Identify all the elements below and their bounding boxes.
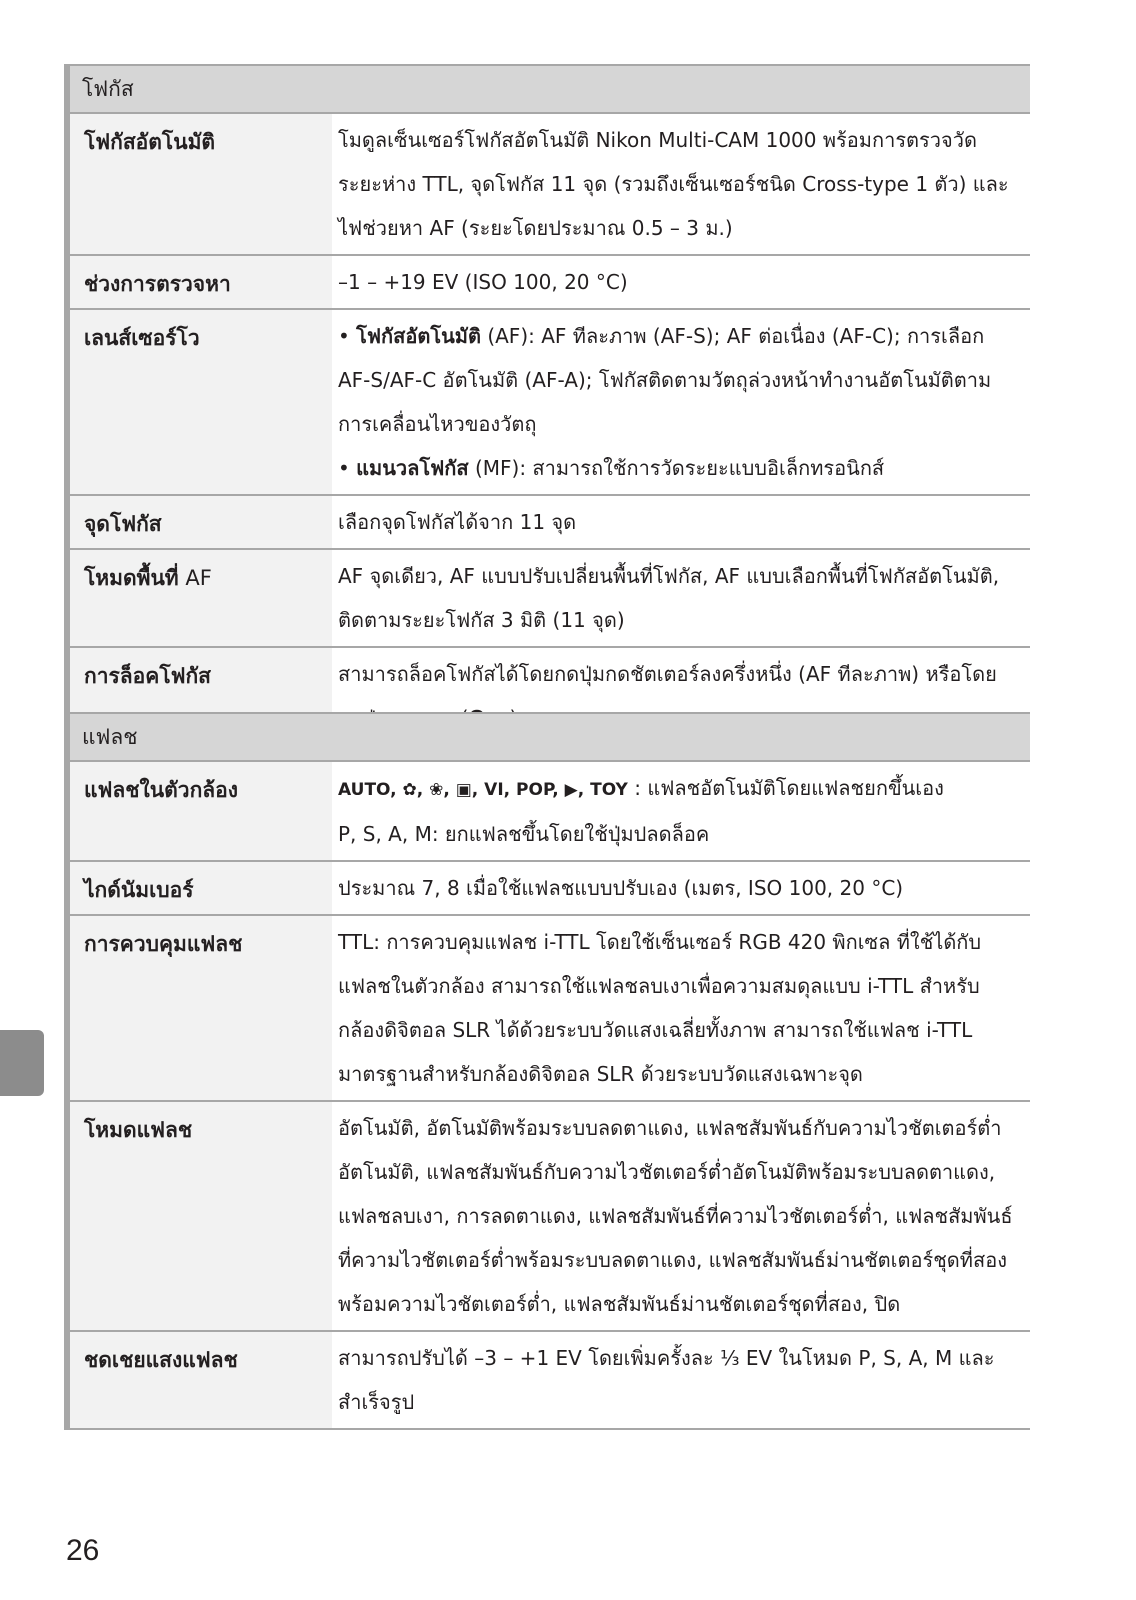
page-number: 26 [66,1534,100,1567]
spec-value: AF จุดเดียว, AF แบบปรับเปลี่ยนพื้นที่โฟกัส, AF แบบเลือกพื้นที่โฟกัสอัตโนมัติ, ติดตามระยะโฟกัส 3 มิติ (11 จุด) [338,564,1000,632]
bullet-text: (AF): AF ทีละภาพ (AF-S); AF ต่อเนื่อง (AF-C); การเลือก AF-S/AF-C อัตโนมัติ (AF-A); โฟกัสติดตามวัตถุล่วงหน้าทำงานอัตโนมัติตามการเคลื่อนไหวของวัตถุ [338,324,992,436]
flash-manual-text: P, S, A, M: ยกแฟลชขึ้นโดยใช้ปุ่มปลดล็อค [338,822,710,846]
spec-value: สามารถปรับได้ –3 – +1 EV โดยเพิ่มครั้งละ ¹⁄₃ EV ในโหมด P, S, A, M และสำเร็จรูป [338,1346,995,1414]
flash-section-title: แฟลช [70,712,1030,760]
spec-label: จุดโฟกัส [70,496,332,548]
label-bold: โหมดพื้นที่ [84,566,179,590]
chapter-tab [0,1030,44,1096]
spec-value: TTL: การควบคุมแฟลช i-TTL โดยใช้เซ็นเซอร์ RGB 420 พิกเซล ที่ใช้ได้กับแฟลชในตัวกล้อง สามารถใช้แฟลชลบเงาเพื่อความสมดุลแบบ i-TTL สำหรับกล้องดิจิตอล SLR ได้ด้วยระบบวัดแสงเฉลี่ยทั้งภาพ สามารถใช้แฟลช i-TTL มาตรฐานสำหรับกล้องดิจิตอล SLR ด้วยระบบวัดแสงเฉพาะจุด [338,930,982,1086]
spec-row-detection-range [70,254,1030,308]
spec-value: อัตโนมัติ, อัตโนมัติพร้อมระบบลดตาแดง, แฟลชสัมพันธ์กับความไวชัตเตอร์ต่ำอัตโนมัติ, แฟลชสัมพันธ์กับความไวชัตเตอร์ต่ำอัตโนมัติพร้อมระบบลดตาแดง, แฟลชลบเงา, การลดตาแดง, แฟลชสัมพันธ์ที่ความไวชัตเตอร์ต่ำ, แฟลชสัมพันธ์ที่ความไวชัตเตอร์ต่ำพร้อมระบบลดตาแดง, แฟลชสัมพันธ์ม่านชัตเตอร์ชุดที่สองพร้อมความไวชัตเตอร์ต่ำ, แฟลชสัมพันธ์ม่านชัตเตอร์ชุดที่สอง, ปิด [338,1116,1013,1316]
spec-label: โฟกัสอัตโนมัติ [70,114,332,254]
spec-value: –1 – +19 EV (ISO 100, 20 °C) [338,270,628,294]
spec-value: เลือกจุดโฟกัสได้จาก 11 จุด [338,510,577,534]
spec-row-flash-mode [70,1100,1030,1330]
spec-row-built-in-flash [70,760,1030,860]
flash-section [64,712,1030,1430]
spec-label: ช่วงการตรวจหา [70,256,332,308]
spec-value [332,762,1030,860]
bullet-head: โฟกัสอัตโนมัติ [356,324,481,348]
flash-auto-text: : แฟลชอัตโนมัติโดยแฟลชยกขึ้นเอง [627,776,944,800]
spec-row-af-area-mode [70,548,1030,646]
spec-row-guide-number [70,860,1030,914]
spec-label: แฟลชในตัวกล้อง [70,762,332,860]
spec-row-focus-point [70,494,1030,548]
spec-label: เลนส์เซอร์โว [70,310,332,494]
focus-section [64,64,1030,746]
bullet-head: แมนวลโฟกัส [356,456,469,480]
spec-row-lens-servo [70,308,1030,494]
spec-row-flash-compensation [70,1330,1030,1430]
focus-section-title: โฟกัส [70,64,1030,112]
bullet-text: (MF): สามารถใช้การวัดระยะแบบอิเล็กทรอนิกส์ [468,456,885,480]
spec-label: การควบคุมแฟลช [70,916,332,1100]
spec-label: โหมดแฟลช [70,1102,332,1330]
spec-value [332,310,1030,494]
spec-value: โมดูลเซ็นเซอร์โฟกัสอัตโนมัติ Nikon Multi-CAM 1000 พร้อมการตรวจวัดระยะห่าง TTL, จุดโฟกัส 11 จุด (รวมถึงเซ็นเซอร์ชนิด Cross-type 1 ตัว) และไฟช่วยหา AF (ระยะโดยประมาณ 0.5 – 3 ม.) [338,128,1009,240]
spec-row-autofocus [70,112,1030,254]
spec-label: ชดเชยแสงแฟลช [70,1332,332,1428]
bullet-manual-focus: • แมนวลโฟกัส (MF): สามารถใช้การวัดระยะแบบอิเล็กทรอนิกส์ [338,456,885,480]
label-rest: AF [178,566,212,590]
spec-label: ไกด์นัมเบอร์ [70,862,332,914]
bullet-autofocus: • โฟกัสอัตโนมัติ (AF): AF ทีละภาพ (AF-S); AF ต่อเนื่อง (AF-C); การเลือก AF-S/AF-C อัตโนมัติ (AF-A); โฟกัสติดตามวัตถุล่วงหน้าทำงานอัตโนมัติตามการเคลื่อนไหวของวัตถุ [338,324,992,436]
scene-mode-icons: AUTO, ✿, ❀, ▣, VI, POP, ▶, TOY [338,780,628,800]
focus-lock-text: สามารถล็อคโฟกัสได้โดยกดปุ่มกดชัตเตอร์ลงครึ่งหนึ่ง (AF ทีละภาพ) หรือโดย [338,662,997,686]
spec-row-flash-control [70,914,1030,1100]
spec-label: การล็อคโฟกัส [70,648,332,744]
spec-label [70,550,332,646]
spec-value: ประมาณ 7, 8 เมื่อใช้แฟลชแบบปรับเอง (เมตร, ISO 100, 20 °C) [338,876,904,900]
